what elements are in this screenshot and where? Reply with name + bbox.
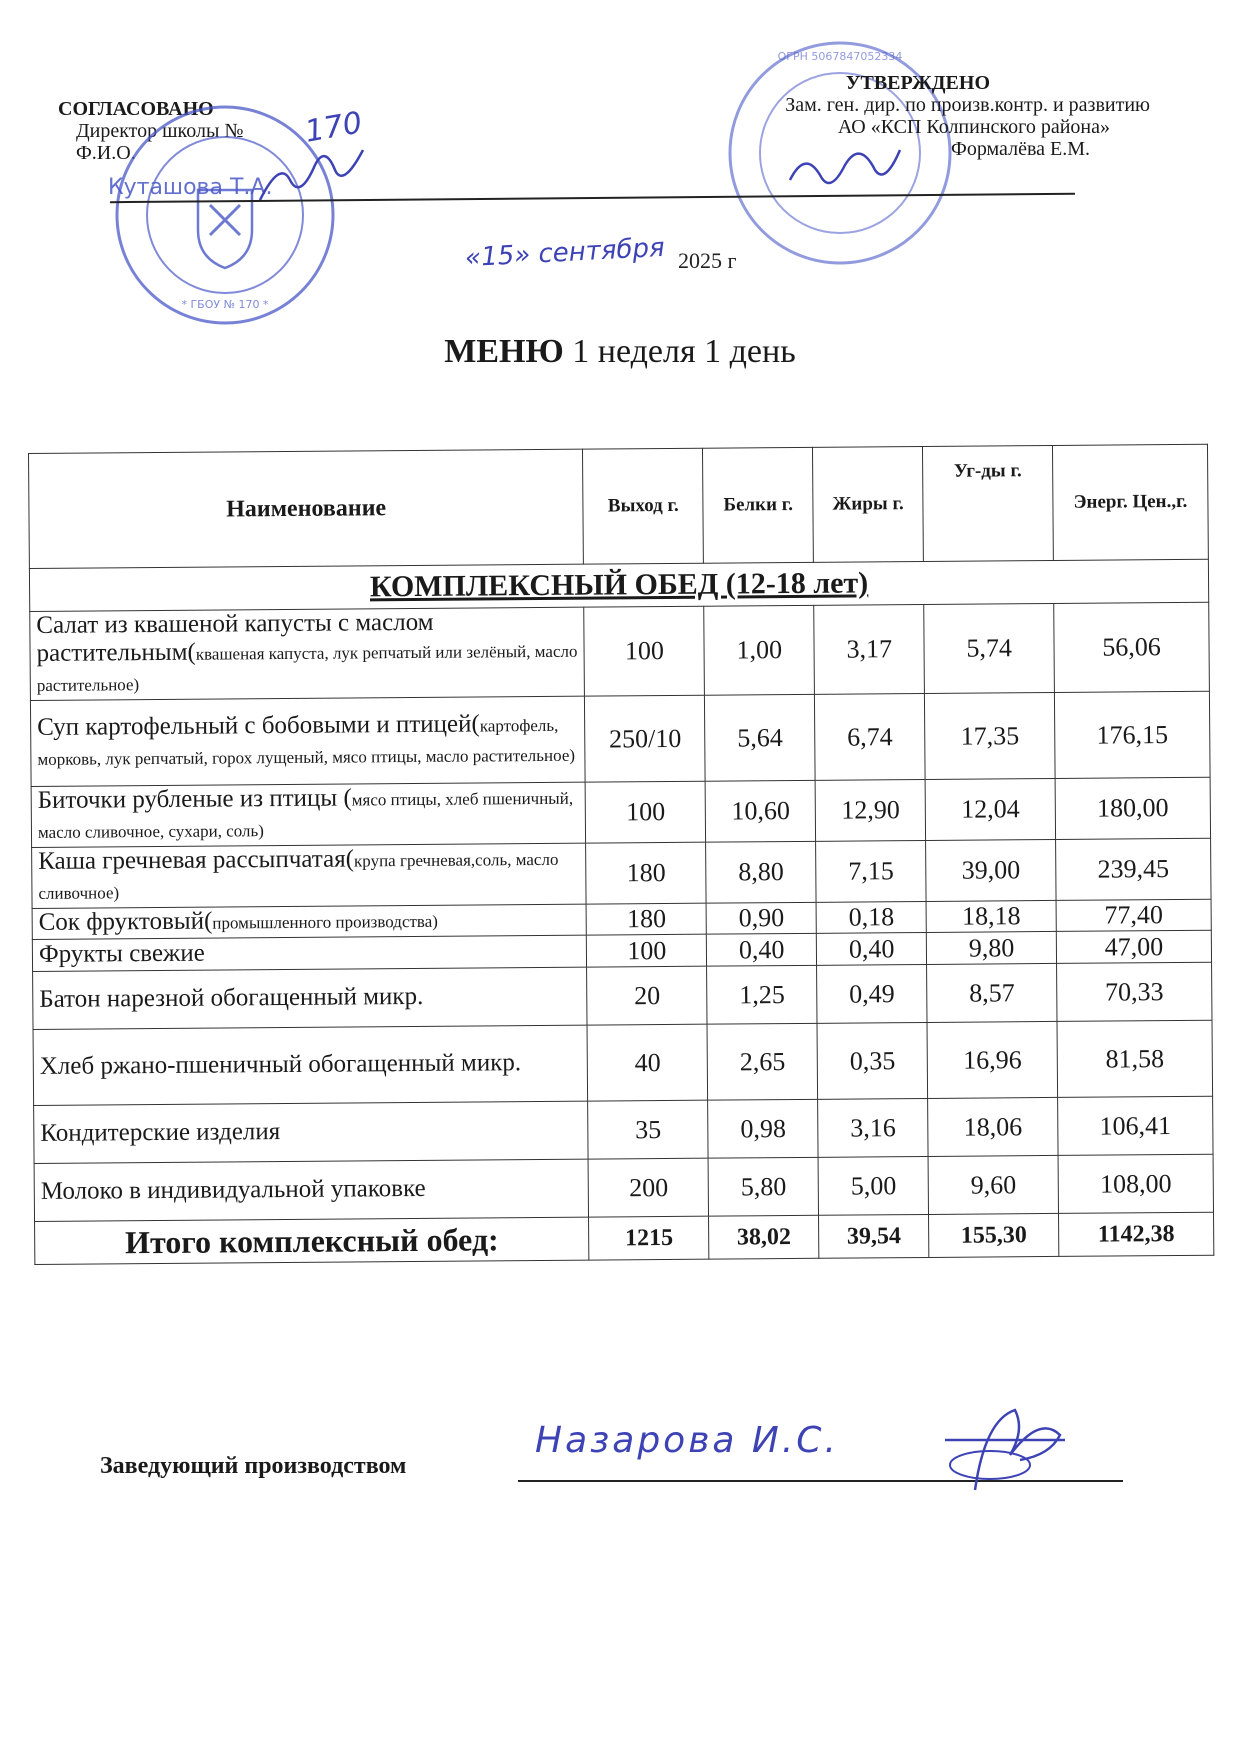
cell-carbs: 5,74 — [924, 603, 1055, 693]
date-handwritten: «15» сентября — [464, 232, 666, 274]
director-signature — [250, 140, 370, 220]
cell-protein: 8,80 — [706, 841, 816, 903]
cell-output: 40 — [587, 1024, 708, 1101]
item-ingredients: квашеная капуста, лук репчатый или зелёный, масло растительное) — [36, 641, 578, 695]
total-label: Итого комплексный обед: — [35, 1217, 590, 1264]
cell-carbs: 9,60 — [928, 1155, 1058, 1214]
cell-fat: 3,17 — [814, 604, 925, 694]
table-row — [32, 838, 1211, 908]
cell-output: 200 — [588, 1158, 708, 1217]
table-row — [34, 1096, 1213, 1163]
header-name: Наименование — [29, 449, 584, 568]
total-fat: 39,54 — [819, 1214, 929, 1258]
approval-right-line2: АО «КСП Колпинского района» — [837, 116, 1110, 138]
cell-fat: 0,49 — [817, 964, 927, 1023]
cell-protein: 5,64 — [705, 694, 816, 781]
approval-left-line1: Директор школы № — [76, 120, 244, 142]
item-name: Батон нарезной обогащенный микр. — [39, 982, 424, 1013]
total-energy: 1142,38 — [1059, 1212, 1214, 1256]
cell-fat: 5,00 — [818, 1156, 928, 1215]
cell-energy: 180,00 — [1055, 777, 1210, 839]
table-row — [31, 777, 1210, 847]
cell-protein: 5,80 — [708, 1157, 818, 1216]
approval-right-name: Формалёва Е.М. — [951, 138, 1090, 160]
production-head-signature — [935, 1395, 1095, 1505]
item-name: Кондитерские изделия — [40, 1117, 281, 1147]
cell-energy: 239,45 — [1056, 838, 1211, 900]
cell-protein: 1,25 — [707, 965, 817, 1024]
cell-fat: 7,15 — [816, 840, 926, 902]
total-carbs: 155,30 — [929, 1213, 1059, 1257]
total-protein: 38,02 — [709, 1215, 819, 1259]
table-row — [33, 962, 1212, 1029]
cell-energy: 81,58 — [1057, 1020, 1213, 1097]
item-name: Фрукты свежие — [38, 939, 205, 968]
table-header-row — [29, 444, 1209, 568]
table-row — [34, 1154, 1213, 1221]
cell-fat: 0,40 — [817, 932, 927, 965]
header-carbs: Уг-ды г. — [923, 445, 1054, 561]
cell-carbs: 12,04 — [925, 778, 1055, 840]
cell-protein: 0,40 — [707, 933, 817, 966]
cell-protein: 0,90 — [706, 902, 816, 934]
header-energy: Энерг. Цен.,г. — [1053, 444, 1209, 560]
item-name: Сок фруктовый( — [38, 907, 213, 936]
item-name: Биточки рубленые из птицы ( — [37, 784, 352, 814]
cell-output: 250/10 — [585, 695, 706, 782]
cell-carbs: 9,80 — [926, 931, 1056, 964]
cell-fat: 3,16 — [818, 1098, 928, 1157]
cell-energy: 56,06 — [1054, 602, 1210, 692]
footer-signature-name: Назарова И.С. — [535, 1420, 839, 1461]
cell-output: 100 — [584, 606, 705, 696]
title-bold: МЕНЮ — [444, 333, 564, 370]
item-ingredients: промышленного производства) — [212, 911, 438, 933]
cell-output: 100 — [587, 934, 707, 967]
cell-carbs: 18,06 — [928, 1097, 1058, 1156]
item-name: Суп картофельный с бобовыми и птицей( — [37, 709, 480, 741]
cell-output: 20 — [587, 966, 707, 1025]
cell-energy: 176,15 — [1054, 691, 1210, 778]
footer-label: Заведующий производством — [100, 1453, 407, 1479]
svg-text:* ГБОУ № 170 *: * ГБОУ № 170 * — [181, 298, 269, 311]
cell-energy: 108,00 — [1058, 1154, 1213, 1213]
cell-output: 180 — [586, 903, 706, 935]
school-number-handwritten: 170 — [302, 105, 365, 150]
header-fat: Жиры г. — [813, 446, 924, 562]
cell-energy: 77,40 — [1056, 899, 1211, 931]
cell-output: 35 — [588, 1100, 708, 1159]
approval-left-line2: Ф.И.О. — [76, 142, 136, 164]
cell-protein: 1,00 — [704, 605, 815, 695]
section-title: КОМПЛЕКСНЫЙ ОБЕД (12-18 лет) — [29, 559, 1208, 611]
cell-energy: 70,33 — [1057, 962, 1212, 1021]
item-name: Салат из квашеной капусты с маслом растительным( — [36, 608, 434, 667]
cell-protein: 0,98 — [708, 1099, 818, 1158]
cell-energy: 47,00 — [1056, 930, 1211, 963]
title-rest: 1 неделя 1 день — [563, 333, 796, 370]
cell-protein: 2,65 — [707, 1023, 818, 1100]
cell-energy: 106,41 — [1058, 1096, 1213, 1155]
menu-table — [28, 444, 1214, 1265]
cell-fat: 0,18 — [816, 901, 926, 933]
item-ingredients: картофель, морковь, лук репчатый, горох лущеный, мясо птицы, масло растительное) — [37, 715, 576, 769]
header-protein: Белки г. — [703, 447, 814, 563]
table-row — [30, 602, 1210, 700]
date-year: 2025 г — [678, 248, 737, 273]
cell-carbs: 39,00 — [926, 839, 1056, 901]
cell-carbs: 18,18 — [926, 900, 1056, 932]
table-row — [30, 691, 1210, 786]
table-row — [33, 1020, 1213, 1105]
cell-carbs: 8,57 — [927, 963, 1057, 1022]
cell-protein: 10,60 — [705, 780, 815, 842]
cell-fat: 6,74 — [815, 693, 926, 780]
total-row — [35, 1212, 1214, 1264]
page-title — [0, 333, 1240, 371]
item-name: Молоко в индивидуальной упаковке — [40, 1174, 426, 1205]
item-ingredients: крупа гречневая,соль, масло сливочное) — [38, 849, 559, 903]
cell-carbs: 17,35 — [925, 692, 1056, 779]
cell-output: 100 — [586, 781, 706, 843]
approval-left-heading: СОГЛАСОВАНО — [58, 98, 214, 120]
approval-right-heading: УТВЕРЖДЕНО — [845, 72, 990, 94]
cell-fat: 12,90 — [815, 779, 925, 841]
total-output: 1215 — [589, 1216, 709, 1260]
cell-fat: 0,35 — [817, 1022, 928, 1099]
deputy-signature — [780, 140, 910, 210]
item-name: Хлеб ржано-пшеничный обогащенный микр. — [39, 1048, 522, 1080]
approval-right-line1: Зам. ген. дир. по произв.контр. и развитию — [785, 94, 1150, 116]
item-ingredients: мясо птицы, хлеб пшеничный, масло сливочное, сухари, соль) — [37, 788, 574, 842]
svg-text:ОГРН 5067847052334: ОГРН 5067847052334 — [777, 50, 903, 63]
item-name: Каша гречневая рассыпчатая( — [38, 845, 355, 875]
stamp-name: Куташова Т.А. — [108, 175, 273, 200]
header-output: Выход г. — [583, 448, 704, 564]
cell-carbs: 16,96 — [927, 1021, 1057, 1098]
cell-output: 180 — [586, 842, 706, 904]
